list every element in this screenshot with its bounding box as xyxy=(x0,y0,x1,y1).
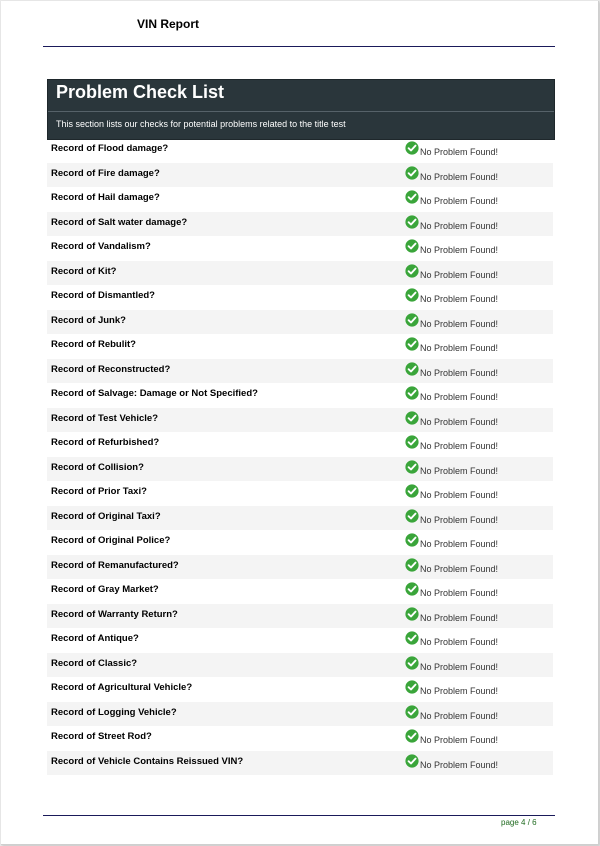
checklist-row xyxy=(47,408,553,433)
checklist-row xyxy=(47,432,553,457)
check-label: Record of Rebulit? xyxy=(51,339,136,350)
checklist-row xyxy=(47,555,553,580)
check-label: Record of Refurbished? xyxy=(51,437,160,448)
check-circle-icon xyxy=(405,656,419,670)
check-label: Record of Logging Vehicle? xyxy=(51,706,177,718)
check-label: Record of Antique? xyxy=(51,633,139,644)
checklist-row xyxy=(47,457,553,482)
status-text: No Problem Found! xyxy=(420,465,499,476)
check-circle-icon xyxy=(405,509,419,523)
check-label: Record of Salt water damage? xyxy=(51,216,188,228)
status-text: No Problem Found! xyxy=(420,269,499,280)
status-text: No Problem Found! xyxy=(420,563,499,574)
check-circle-icon xyxy=(405,533,419,547)
checklist-row xyxy=(47,530,553,555)
checklist-row xyxy=(47,628,553,653)
status-text: No Problem Found! xyxy=(420,686,499,696)
check-label: Record of Warranty Return? xyxy=(51,608,178,620)
check-status xyxy=(405,558,498,576)
check-circle-icon xyxy=(405,362,419,376)
header-divider xyxy=(43,46,555,47)
check-circle-icon xyxy=(405,215,419,229)
check-circle-icon xyxy=(405,582,419,596)
status-text: No Problem Found! xyxy=(420,759,499,770)
status-text: No Problem Found! xyxy=(420,196,499,206)
checklist-row xyxy=(47,359,553,384)
check-label: Record of Classic? xyxy=(51,657,138,669)
check-label: Record of Junk? xyxy=(51,314,126,326)
status-text: No Problem Found! xyxy=(420,294,499,304)
check-status xyxy=(405,313,498,331)
report-title: VIN Report xyxy=(137,17,200,31)
check-status xyxy=(405,386,498,404)
status-text: No Problem Found! xyxy=(420,367,499,378)
status-text: No Problem Found! xyxy=(420,171,499,182)
checklist-row xyxy=(47,579,553,604)
checklist-row xyxy=(47,310,553,335)
checklist-row xyxy=(47,604,553,629)
status-text: No Problem Found! xyxy=(420,490,499,500)
check-status xyxy=(405,337,498,355)
check-status xyxy=(405,239,498,257)
check-status xyxy=(405,484,498,502)
checklist-row xyxy=(47,653,553,678)
section-description: This section lists our checks for potential problems related to the title test xyxy=(56,119,346,129)
status-text: No Problem Found! xyxy=(420,392,499,402)
check-circle-icon xyxy=(405,558,419,572)
check-status xyxy=(405,582,498,600)
status-text: No Problem Found! xyxy=(420,710,499,721)
check-label: Record of Flood damage? xyxy=(51,143,169,154)
checklist-row xyxy=(47,285,553,310)
check-label: Record of Prior Taxi? xyxy=(51,486,147,497)
checklist-row xyxy=(47,702,553,727)
report-page xyxy=(1,1,599,845)
section-title: Problem Check List xyxy=(56,82,225,102)
check-circle-icon xyxy=(405,288,419,302)
check-status xyxy=(405,631,498,649)
check-status xyxy=(405,264,498,282)
checklist-row xyxy=(47,383,553,408)
status-text: No Problem Found! xyxy=(420,147,499,157)
check-circle-icon xyxy=(405,754,419,768)
check-circle-icon xyxy=(405,313,419,327)
check-circle-icon xyxy=(405,264,419,278)
check-status xyxy=(405,705,498,723)
check-circle-icon xyxy=(405,386,419,400)
section-header xyxy=(47,79,555,140)
check-status xyxy=(405,680,498,698)
check-circle-icon xyxy=(405,411,419,425)
check-label: Record of Salvage: Damage or Not Specified? xyxy=(51,388,258,399)
check-label: Record of Fire damage? xyxy=(51,167,160,179)
status-text: No Problem Found! xyxy=(420,416,499,427)
check-status xyxy=(405,754,498,772)
checklist-row xyxy=(47,187,553,212)
check-label: Record of Kit? xyxy=(51,265,117,277)
check-label: Record of Gray Market? xyxy=(51,584,159,595)
check-label: Record of Street Rod? xyxy=(51,731,152,742)
check-circle-icon xyxy=(405,729,419,743)
check-circle-icon xyxy=(405,631,419,645)
status-text: No Problem Found! xyxy=(420,514,499,525)
check-status xyxy=(405,656,498,674)
check-circle-icon xyxy=(405,239,419,253)
status-text: No Problem Found! xyxy=(420,441,499,451)
checklist-row xyxy=(47,751,553,776)
section-divider xyxy=(48,111,554,112)
check-label: Record of Vandalism? xyxy=(51,241,151,252)
check-circle-icon xyxy=(405,680,419,694)
checklist-row xyxy=(47,212,553,237)
checklist-row xyxy=(47,481,553,506)
status-text: No Problem Found! xyxy=(420,539,499,549)
check-status xyxy=(405,166,498,184)
check-status xyxy=(405,215,498,233)
check-label: Record of Remanufactured? xyxy=(51,559,179,571)
status-text: No Problem Found! xyxy=(420,637,499,647)
check-label: Record of Test Vehicle? xyxy=(51,412,158,424)
check-status xyxy=(405,141,498,159)
checklist-row xyxy=(47,163,553,188)
check-circle-icon xyxy=(405,141,419,155)
check-status xyxy=(405,288,498,306)
status-text: No Problem Found! xyxy=(420,220,499,231)
check-label: Record of Dismantled? xyxy=(51,290,155,301)
check-label: Record of Original Taxi? xyxy=(51,510,161,522)
check-label: Record of Hail damage? xyxy=(51,192,160,203)
page-number: page 4 / 6 xyxy=(501,818,537,827)
check-status xyxy=(405,411,498,429)
status-text: No Problem Found! xyxy=(420,318,499,329)
footer-divider xyxy=(43,815,555,816)
checklist-row xyxy=(47,334,553,359)
status-text: No Problem Found! xyxy=(420,588,499,598)
check-circle-icon xyxy=(405,484,419,498)
checklist-row xyxy=(47,726,553,751)
check-label: Record of Reconstructed? xyxy=(51,363,171,375)
check-circle-icon xyxy=(405,190,419,204)
check-status xyxy=(405,362,498,380)
check-circle-icon xyxy=(405,607,419,621)
check-circle-icon xyxy=(405,705,419,719)
check-status xyxy=(405,729,498,747)
status-text: No Problem Found! xyxy=(420,735,499,745)
status-text: No Problem Found! xyxy=(420,661,499,672)
check-label: Record of Collision? xyxy=(51,461,144,473)
check-status xyxy=(405,607,498,625)
problem-checklist xyxy=(47,138,553,775)
checklist-row xyxy=(47,138,553,163)
check-circle-icon xyxy=(405,166,419,180)
check-label: Record of Original Police? xyxy=(51,535,171,546)
status-text: No Problem Found! xyxy=(420,245,499,255)
check-label: Record of Agricultural Vehicle? xyxy=(51,682,193,693)
checklist-row xyxy=(47,677,553,702)
status-text: No Problem Found! xyxy=(420,343,499,353)
status-text: No Problem Found! xyxy=(420,612,499,623)
checklist-row xyxy=(47,236,553,261)
check-circle-icon xyxy=(405,460,419,474)
check-status xyxy=(405,533,498,551)
check-status xyxy=(405,435,498,453)
check-label: Record of Vehicle Contains Reissued VIN? xyxy=(51,755,244,767)
check-status xyxy=(405,509,498,527)
check-status xyxy=(405,460,498,478)
checklist-row xyxy=(47,506,553,531)
checklist-row xyxy=(47,261,553,286)
check-circle-icon xyxy=(405,337,419,351)
check-status xyxy=(405,190,498,208)
check-circle-icon xyxy=(405,435,419,449)
